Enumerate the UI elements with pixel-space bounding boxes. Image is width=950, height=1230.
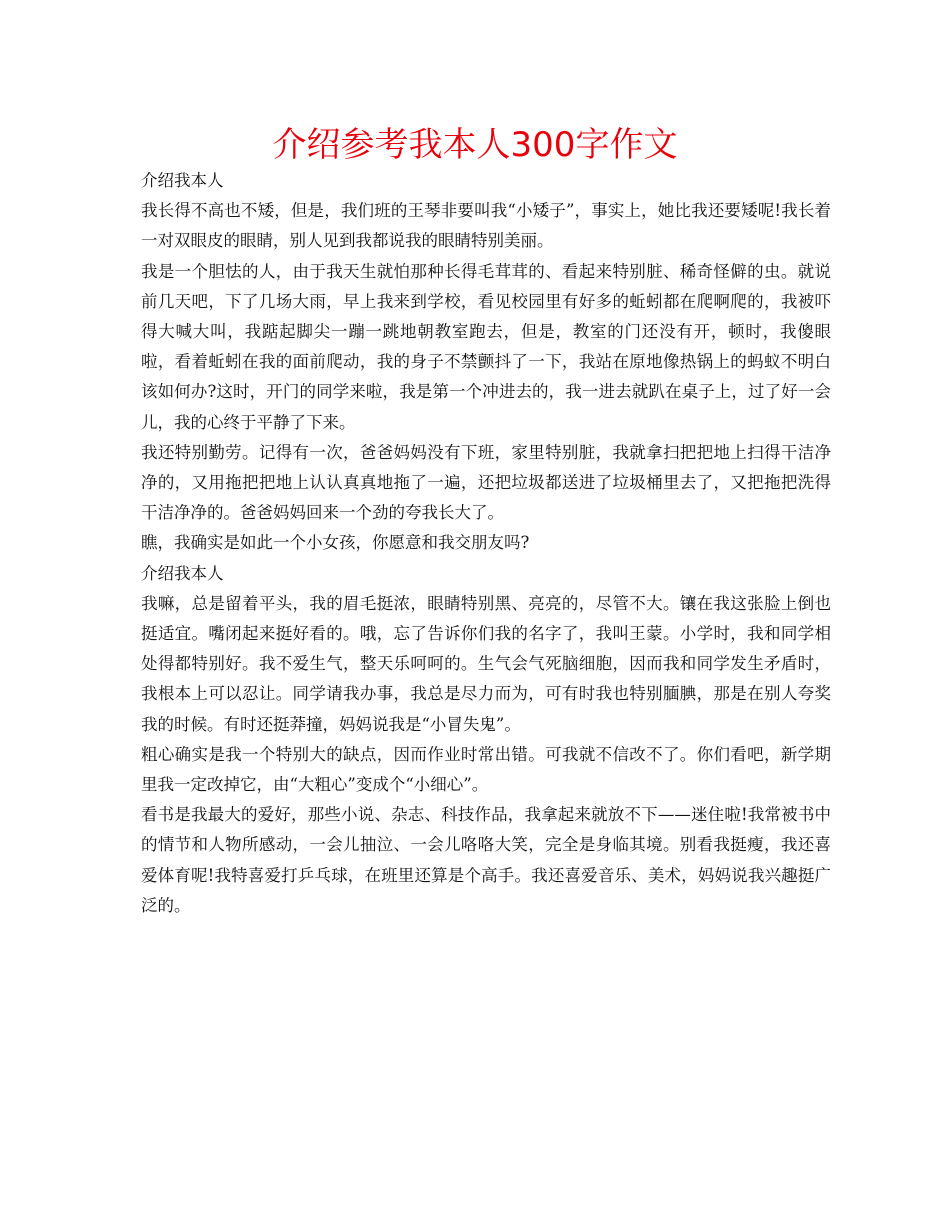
paragraph: 我还特别勤劳。记得有一次，爸爸妈妈没有下班，家里特别脏，我就拿扫把把地上扫得干洁净净的，又用拖把把地上认认真真地拖了一遍，还把垃圾都送进了垃圾桶里去了，又把拖把洗得干洁净净的。爸爸妈妈回来一个劲的夸我长大了。 xyxy=(141,442,831,523)
paragraph: 瞧，我确实是如此一个小女孩，你愿意和我交朋友吗? xyxy=(141,533,530,553)
paragraph: 粗心确实是我一个特别大的缺点，因而作业时常出错。可我就不信改不了。你们看吧，新学期里我一定改掉它，由“大粗心”变成个“小细心”。 xyxy=(141,744,831,795)
paragraph: 我是一个胆怯的人，由于我天生就怕那种长得毛茸茸的、看起来特别脏、稀奇怪僻的虫。就说前几天吧，下了几场大雨，早上我来到学校，看见校园里有好多的蚯蚓都在爬啊爬的，我被吓得大喊大叫，我踮起脚尖一蹦一跳地朝教室跑去，但是，教室的门还没有开，顿时，我傻眼啦，看着蚯蚓在我的面前爬动，我的身子不禁颤抖了一下，我站在原地像热锅上的蚂蚁不明白该如何办?这时，开门的同学来啦，我是第一个冲进去的，我一进去就趴在桌子上，过了好一会儿，我的心终于平静了下来。 xyxy=(141,261,831,432)
paragraph: 我嘛，总是留着平头，我的眉毛挺浓，眼睛特别黑、亮亮的，尽管不大。镶在我这张脸上倒也挺适宜。嘴闭起来挺好看的。哦，忘了告诉你们我的名字了，我叫王蒙。小学时，我和同学相处得都特别好。我不爱生气，整天乐呵呵的。生气会气死脑细胞，因而我和同学发生矛盾时，我根本上可以忍让。同学请我办事，我总是尽力而为，可有时我也特别腼腆，那是在别人夸奖我的时候。有时还挺莽撞，妈妈说我是“小冒失鬼”。 xyxy=(141,593,831,734)
document-title: 介绍参考我本人300字作文 xyxy=(272,125,678,165)
document-body xyxy=(141,166,831,921)
paragraph: 我长得不高也不矮，但是，我们班的王琴非要叫我“小矮子”，事实上，她比我还要矮呢!我长着一对双眼皮的眼睛，别人见到我都说我的眼睛特别美丽。 xyxy=(141,201,831,251)
paragraph: 看书是我最大的爱好，那些小说、杂志、科技作品，我拿起来就放不下——迷住啦!我常被书中的情节和人物所感动，一会儿抽泣、一会儿咯咯大笑，完全是身临其境。别看我挺瘦，我还喜爱体育呢!我特喜爱打乒乓球，在班里还算是个高手。我还喜爱音乐、美术，妈妈说我兴趣挺广泛的。 xyxy=(141,805,831,915)
section-heading: 介绍我本人 xyxy=(141,563,224,583)
section-heading: 介绍我本人 xyxy=(141,171,224,190)
